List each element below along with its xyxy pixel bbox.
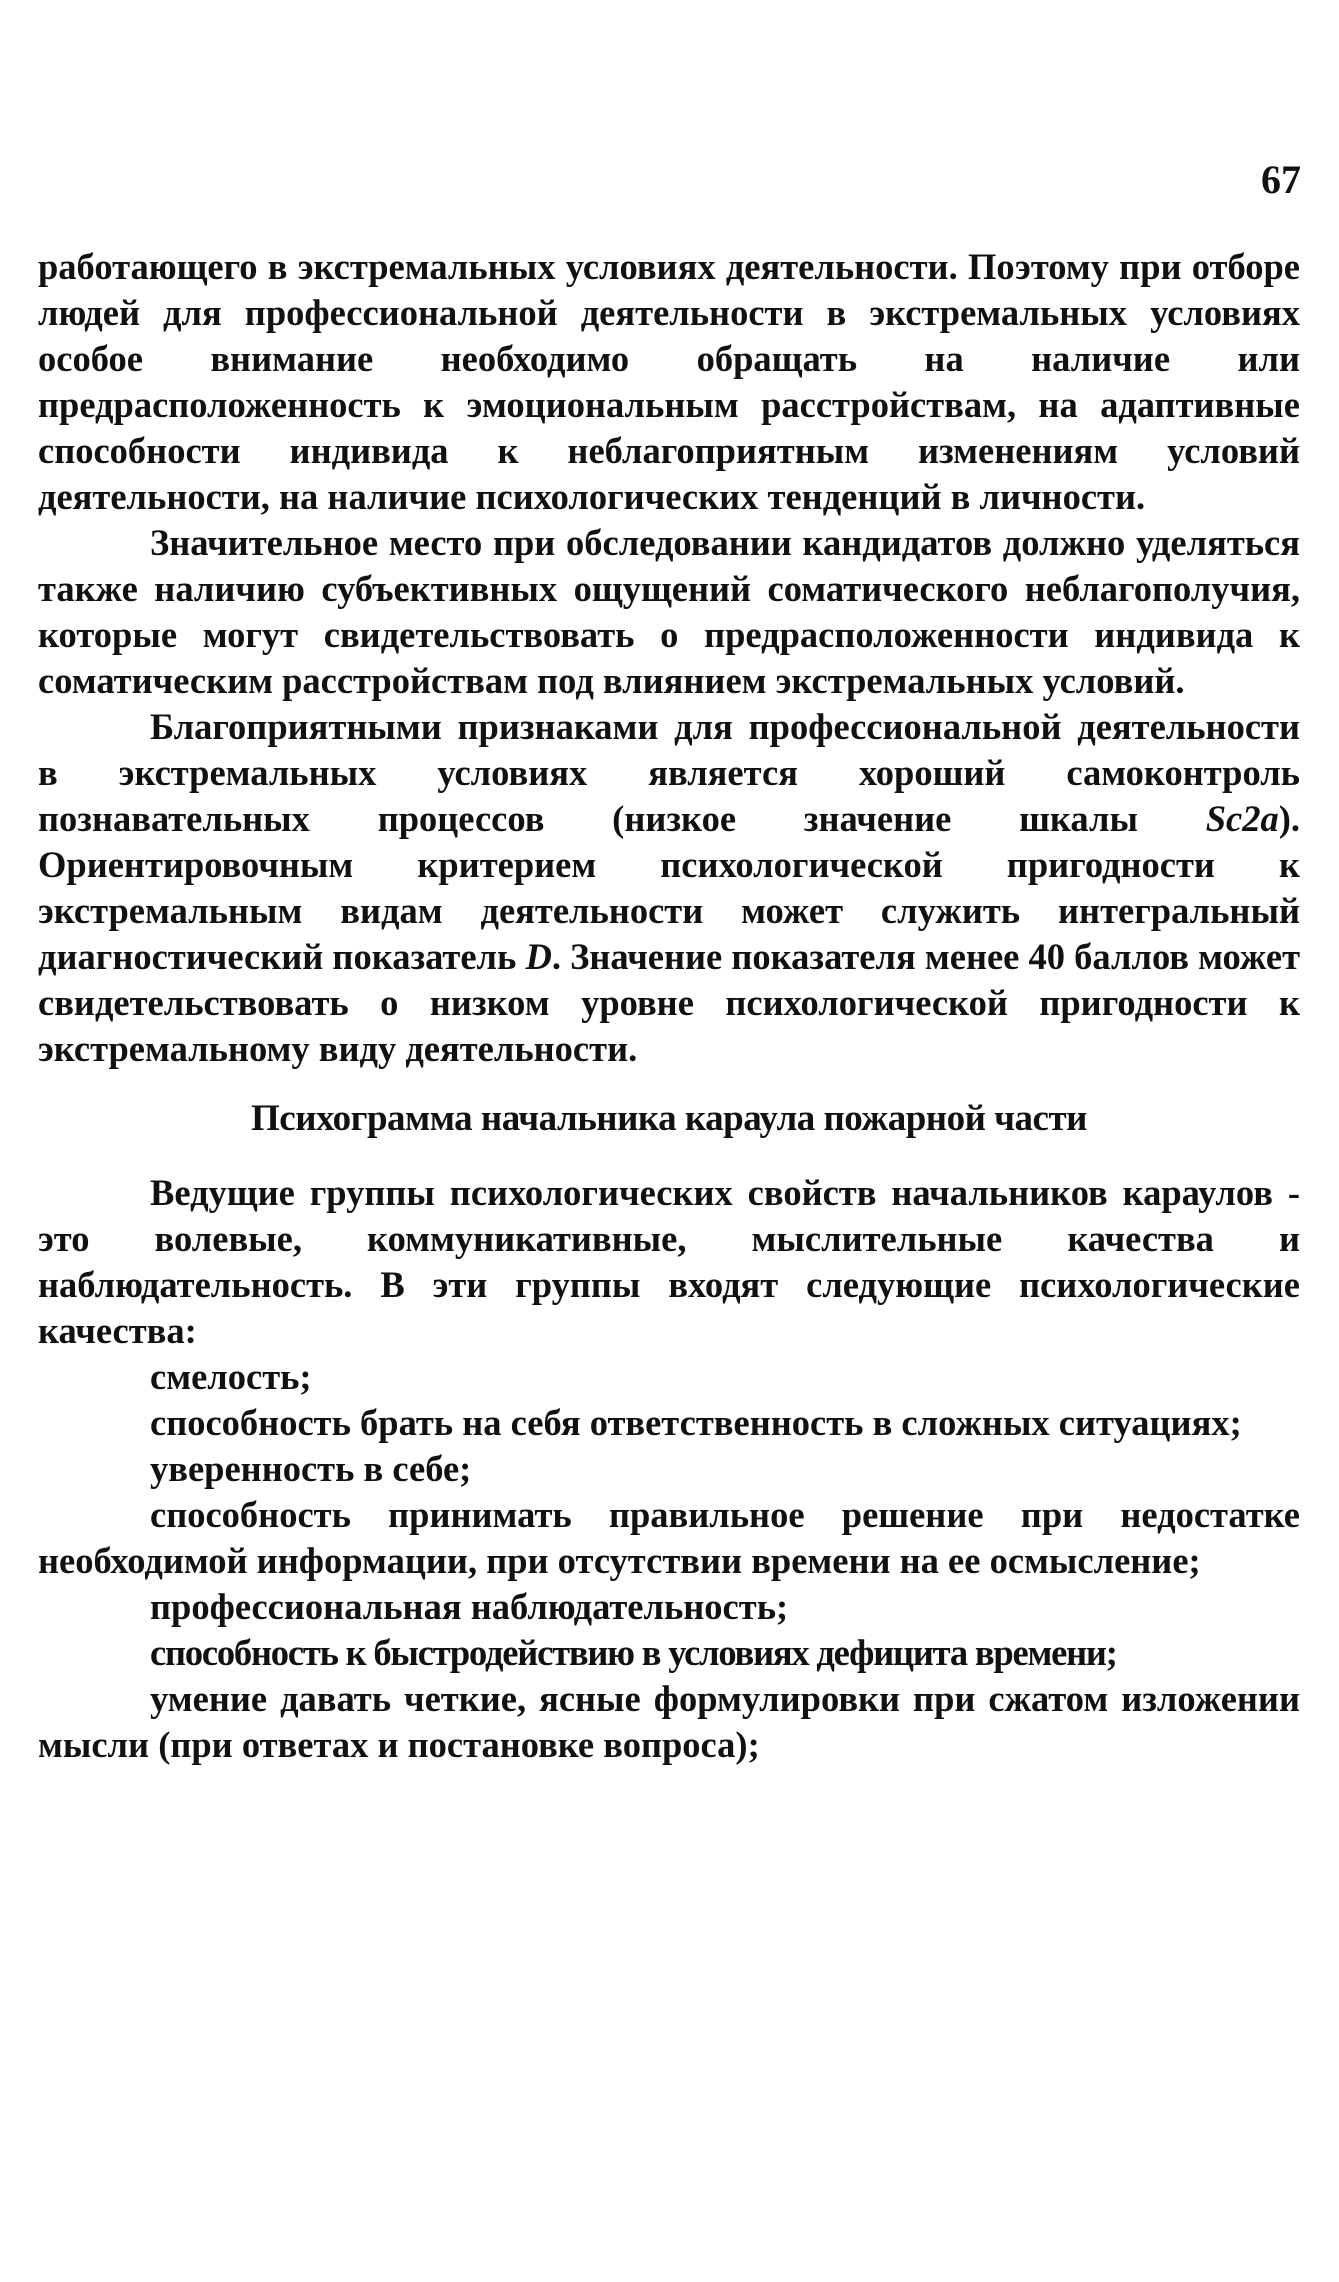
paragraph-favorable-signs <box>38 704 1300 1072</box>
quality-item: уверенность в себе; <box>150 1448 472 1489</box>
scale-name: Sc2a <box>1205 798 1279 839</box>
quality-item: профессиональная наблюдательность; <box>150 1586 789 1627</box>
indicator-name: D <box>525 936 552 977</box>
paragraph-leading-groups: Ведущие группы психологических свойств начальников караулов - это волевые, коммуникативные, мыслительные качества и наблюдательность. В эти группы входят следующие психологические качества: <box>38 1172 1300 1351</box>
quality-item: способность к быстродействию в условиях дефицита времени; <box>150 1632 1117 1673</box>
quality-item: способность принимать правильное решение при недостатке необходимой информации, при отсутствии времени на ее осмысление; <box>38 1494 1300 1581</box>
qualities-list <box>38 1354 1300 1768</box>
paragraph-favorable-signs-text-1: Благоприятными признаками для профессиональной деятельности в экстремальных условиях является хороший самоконтроль познавательных процессов (низкое значение шкалы <box>38 706 1300 839</box>
paragraph-somatic: Значительное место при обследовании кандидатов должно уделяться также наличию субъективных ощущений соматического неблагополучия, которые могут свидетельствовать о предрасположенности индивида к соматическим расстройствам под влиянием экстремальных условий. <box>38 522 1300 701</box>
paragraph-continuation: работающего в экстремальных условиях деятельности. Поэтому при отборе людей для профессиональной деятельности в экстремальных условиях особое внимание необходимо обращать на наличие или предрасположенность к эмоциональным расстройствам, на адаптивные способности индивида к неблагоприятным изменениям условий деятельности, на наличие психологических тенденций в личности. <box>38 246 1300 517</box>
quality-item: смелость; <box>150 1356 312 1397</box>
quality-item: способность брать на себя ответственность в сложных ситуациях; <box>150 1402 1242 1443</box>
paragraph-favorable-signs-text-2: ). Ориентировочным критерием психологической пригодности к экстремальным видам деятельности может служить интегральный диагностический показатель <box>38 798 1300 977</box>
page-body <box>38 244 1300 1768</box>
paragraph-favorable-signs-text-3: . Значение показателя менее 40 баллов может свидетельствовать о низком уровне психологической пригодности к экстремальному виду деятельности. <box>38 936 1300 1069</box>
quality-item: умение давать четкие, ясные формулировки при сжатом изложении мысли (при ответах и постановке вопроса); <box>38 1678 1300 1765</box>
section-heading: Психограмма начальника караула пожарной части <box>251 1098 1087 1139</box>
page-number: 67 <box>1261 157 1301 202</box>
